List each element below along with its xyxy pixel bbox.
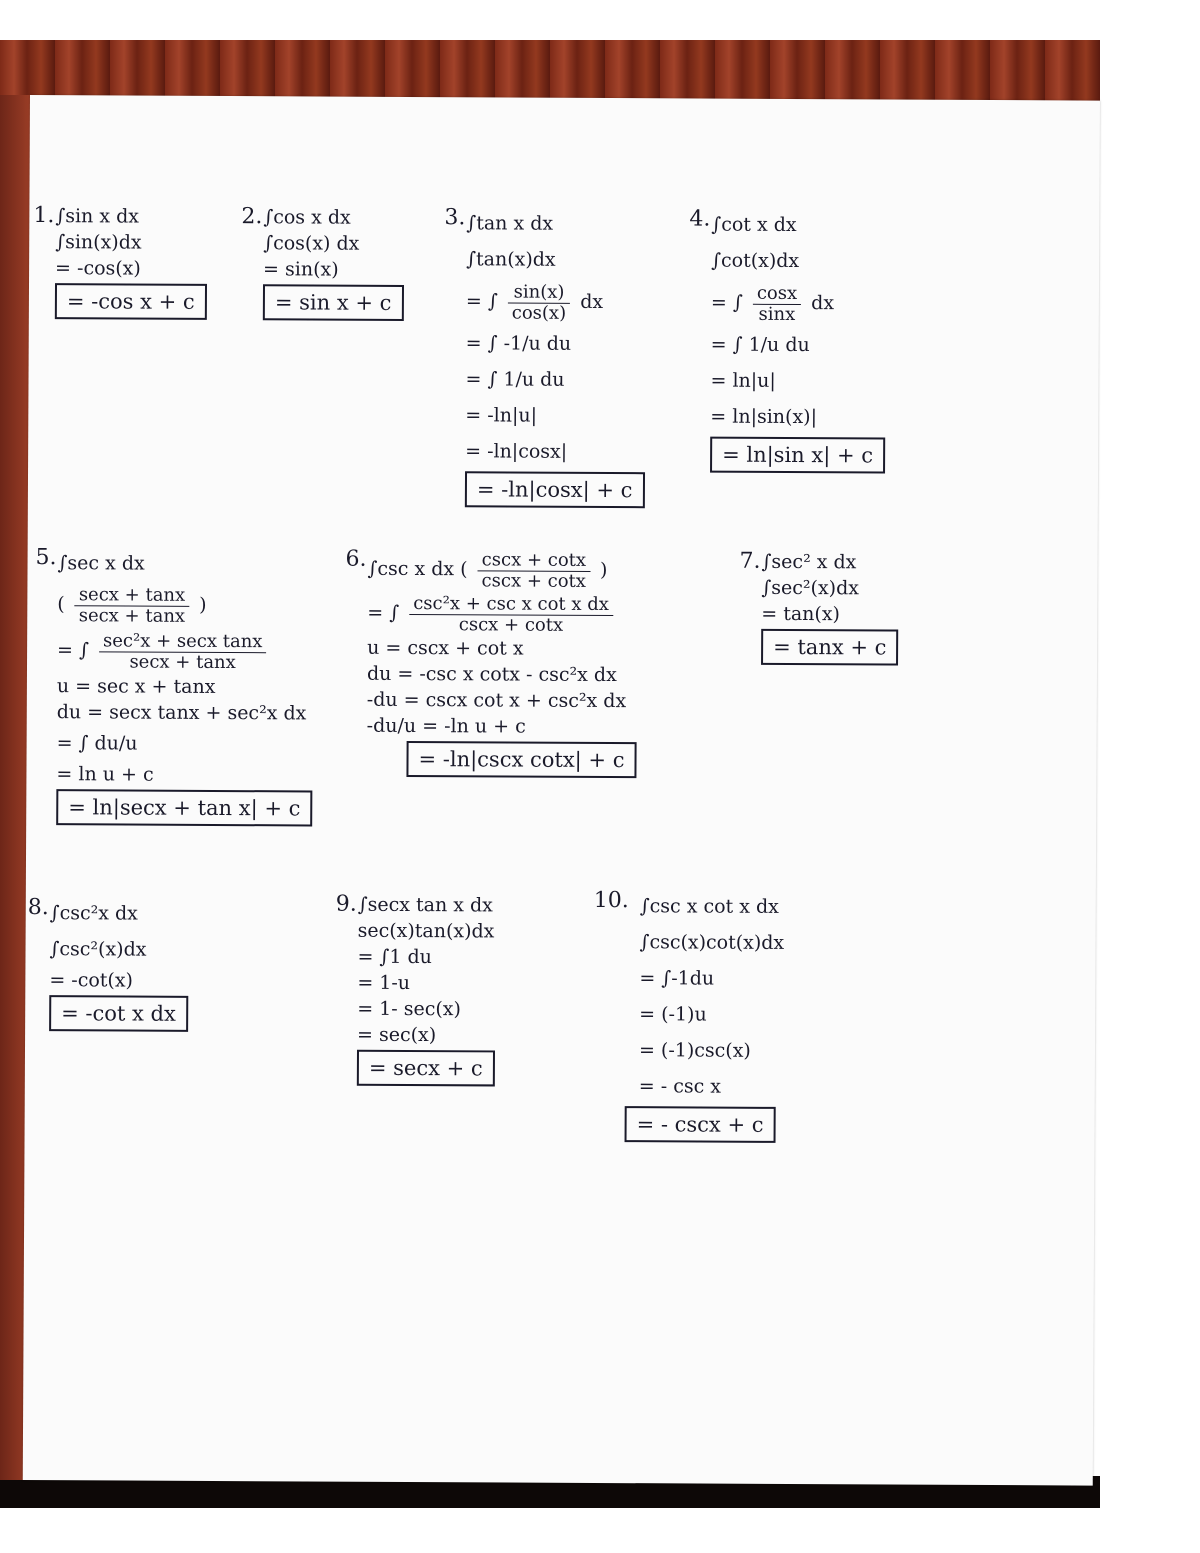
step-line: = 1-u [357, 971, 411, 995]
step-line: = ∫-1du [639, 967, 715, 990]
problem-steps [761, 549, 899, 666]
step-line: ∫cos(x) dx [263, 232, 360, 255]
step-line: u = sec x + tanx [56, 675, 216, 698]
fraction-suffix: dx [811, 292, 835, 315]
header-prefix: ∫csc x dx [367, 557, 455, 581]
problem-6 [344, 547, 725, 809]
fraction [753, 283, 802, 324]
step-line: ∫tan x dx [466, 212, 554, 235]
header-step [367, 547, 637, 592]
step-line: ∫tan(x)dx [466, 248, 556, 271]
problem-steps [636, 888, 785, 1143]
step-line: = ∫ 1/u du [465, 368, 565, 391]
fraction-prefix: = ∫ [710, 291, 743, 314]
page-margin-right [1100, 40, 1200, 1553]
step-line: = ∫ -1/u du [465, 332, 572, 355]
desk-surface-top [0, 40, 1100, 102]
fraction [508, 282, 571, 323]
step-line: ∫cot x dx [711, 213, 797, 237]
problem-steps [366, 547, 637, 778]
step-line: ∫secx tan x dx [357, 893, 493, 917]
problem-number: 10. [593, 887, 629, 914]
answer-box: = secx + c [357, 1050, 495, 1087]
problem-number: 9. [335, 891, 357, 917]
problem-1 [33, 203, 234, 344]
problem-number: 5. [35, 545, 57, 571]
problem-number: 8. [27, 894, 49, 921]
problem-9 [335, 892, 566, 1123]
problem-5 [34, 545, 326, 877]
step-line: ∫cot(x)dx [711, 249, 800, 273]
step-line: = ln|u| [710, 369, 776, 392]
fraction [75, 585, 190, 627]
fraction-prefix: = ∫ [465, 290, 498, 313]
fraction-suffix: dx [580, 290, 604, 314]
fraction-step [57, 627, 313, 674]
problem-steps [263, 204, 404, 321]
fraction [478, 550, 591, 592]
fraction-numerator: csc²x + csc x cot x dx [409, 593, 613, 615]
step-line: = -ln|u| [465, 404, 538, 427]
problem-steps [56, 545, 314, 826]
step-line: ∫csc²x dx [49, 902, 138, 925]
close-paren: ) [600, 558, 608, 582]
step-line: ∫sec²(x)dx [761, 576, 860, 600]
step-line: = -cos(x) [55, 257, 141, 280]
step-line: du = secx tanx + sec²x dx [56, 701, 307, 725]
problem-number: 7. [739, 548, 761, 574]
fraction [99, 631, 267, 673]
answer-box: = -cot x dx [49, 995, 188, 1032]
problem-steps [357, 892, 496, 1087]
step-line: ∫cos x dx [263, 206, 351, 229]
fraction-denominator: cscx + cotx [458, 613, 564, 636]
step-line: ∫csc(x)cot(x)dx [639, 931, 785, 954]
problem-3 [443, 205, 690, 526]
step-line: ∫csc x cot x dx [639, 895, 779, 918]
step-line: ∫sin(x)dx [55, 231, 142, 254]
step-line: u = cscx + cot x [367, 636, 524, 660]
answer-box: = tanx + c [761, 629, 898, 666]
problem-10 [592, 888, 854, 1179]
answer-box: = sin x + c [263, 284, 404, 321]
step-line: = ∫ du/u [56, 732, 138, 755]
step-line: = tan(x) [761, 602, 841, 626]
problem-number: 1. [33, 203, 55, 229]
step-line: = ∫ 1/u du [710, 333, 810, 357]
close-paren: ) [199, 593, 207, 616]
fraction-prefix: = ∫ [57, 639, 90, 662]
fraction-step [367, 591, 637, 636]
answer-box: = -cos x + c [55, 283, 207, 320]
problem-steps [710, 207, 886, 474]
step-line: du = -csc x cotx - csc²x dx [366, 662, 617, 687]
fraction-numerator: sec²x + secx tanx [99, 631, 267, 653]
step-line: = -ln|cosx| [465, 440, 568, 463]
step-line: ∫sec x dx [57, 552, 145, 575]
step-line: = - csc x [638, 1075, 722, 1098]
step-line: ∫sin x dx [55, 205, 140, 228]
answer-box: = -ln|cscx cotx| + c [406, 741, 636, 778]
step-line: = -cot(x) [49, 969, 134, 992]
step-line: = ∫1 du [357, 945, 432, 969]
problem-7 [739, 549, 940, 690]
open-paren: ( [460, 558, 468, 581]
fraction-numerator: sin(x) [508, 282, 570, 303]
step-line: = (-1)csc(x) [638, 1039, 751, 1062]
problem-number: 2. [241, 204, 263, 230]
answer-box: = ln|secx + tan x| + c [56, 789, 312, 826]
answer-box: = - cscx + c [625, 1106, 776, 1143]
fraction-denominator: cos(x) [511, 302, 567, 324]
fraction [409, 593, 613, 635]
problem-steps [55, 203, 207, 320]
fraction-denominator: cscx + cotx [481, 569, 587, 592]
fraction-denominator: sinx [758, 303, 796, 325]
answer-box: = ln|sin x| + c [710, 437, 885, 474]
fraction-numerator: cosx [753, 283, 801, 304]
fraction-step [466, 277, 646, 326]
step-line: = sec(x) [357, 1023, 437, 1047]
step-line: = 1- sec(x) [357, 997, 461, 1021]
problem-steps [49, 895, 188, 1032]
step-line: ∫sec² x dx [761, 550, 857, 574]
open-paren: ( [57, 593, 65, 616]
multiplier-step [57, 581, 313, 628]
problem-4 [688, 206, 920, 497]
problem-8 [27, 895, 238, 1036]
answer-box: = -ln|cosx| + c [465, 471, 645, 508]
problem-2 [241, 204, 442, 335]
step-line: ∫csc²(x)dx [49, 938, 147, 961]
step-line: -du = cscx cot x + csc²x dx [366, 688, 627, 713]
step-line: sec(x)tan(x)dx [357, 919, 495, 943]
step-line: -du/u = -ln u + c [366, 714, 526, 738]
worksheet-paper [23, 95, 1100, 1486]
step-line: = sin(x) [263, 258, 339, 281]
fraction-denominator: secx + tanx [129, 651, 236, 673]
problem-number: 4. [689, 206, 711, 232]
fraction-prefix: = ∫ [367, 601, 400, 624]
fraction-denominator: secx + tanx [78, 604, 186, 627]
fraction-step [711, 279, 886, 328]
problem-number: 6. [345, 546, 367, 572]
problem-number: 3. [444, 205, 466, 231]
fraction-numerator: secx + tanx [75, 585, 189, 607]
problem-steps [465, 205, 646, 508]
fraction-numerator: cscx + cotx [478, 550, 590, 572]
step-line: = ln|sin(x)| [710, 405, 818, 429]
step-line: = ln u + c [56, 763, 154, 786]
step-line: = (-1)u [639, 1003, 707, 1026]
